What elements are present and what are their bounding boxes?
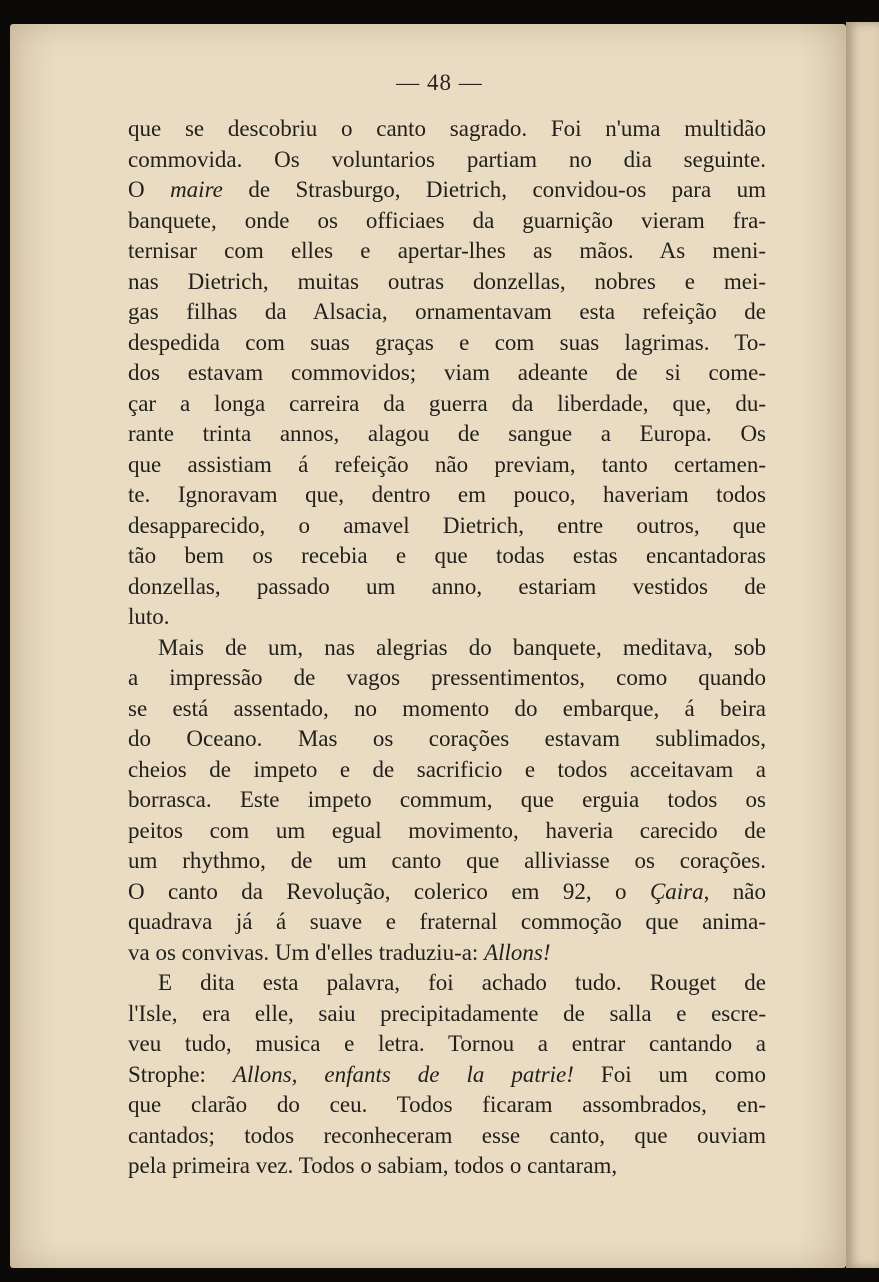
next-page-edge <box>846 22 879 1268</box>
text-line: çar a longa carreira da guerra da liberdade, que, du- <box>128 390 766 416</box>
text-line: que clarão do ceu. Todos ficaram assombrados, en- <box>128 1092 766 1117</box>
text-line: commovida. Os voluntarios partiam no dia seguinte. <box>128 146 766 172</box>
text-line: nas Dietrich, muitas outras donzellas, nobres e mei- <box>128 268 766 294</box>
text-line: banquete, onde os officiaes da guarnição vieram fra- <box>128 207 766 233</box>
text-line: pela primeira vez. Todos o sabiam, todos o cantaram, <box>128 1153 618 1178</box>
text-line: Mais de um, nas alegrias do banquete, meditava, sob <box>158 634 766 660</box>
text-line: despedida com suas graças e com suas lagrimas. To- <box>128 329 766 355</box>
text-line: Strophe: Allons, enfants de la patrie! Foi um como <box>128 1061 766 1087</box>
text-line: quadrava já á suave e fraternal commoção que anima- <box>128 909 766 934</box>
text-line: O canto da Revolução, colerico em 92, o Çaira, não <box>128 878 766 904</box>
italic-phrase: Allons, enfants de la patrie! <box>232 1061 574 1087</box>
text-line: va os convivas. Um d'elles traduziu-a: Allons! <box>128 939 551 965</box>
text-line: gas filhas da Alsacia, ornamentavam esta refeição de <box>128 299 766 324</box>
text-line: tão bem os recebia e que todas estas encantadoras <box>128 543 766 568</box>
text-line: cantados; todos reconheceram esse canto, que ouviam <box>128 1122 766 1148</box>
italic-phrase: maire <box>170 177 223 202</box>
text-line: um rhythmo, de um canto que alliviasse os corações. <box>128 848 766 873</box>
text-line: O maire de Strasburgo, Dietrich, convidou-os para um <box>128 177 766 202</box>
text-line: donzellas, passado um anno, estariam vestidos de <box>128 573 766 599</box>
text-line: ternisar com elles e apertar-lhes as mãos. As meni- <box>128 238 766 263</box>
text-line: l'Isle, era elle, saiu precipitadamente de salla e escre- <box>128 1000 766 1026</box>
text-line: te. Ignoravam que, dentro em pouco, haveriam todos <box>128 482 766 507</box>
text-line: cheios de impeto e de sacrificio e todos acceitavam a <box>128 756 766 782</box>
text-line: peitos com um egual movimento, haveria carecido de <box>128 817 766 843</box>
italic-phrase: Allons! <box>484 939 551 965</box>
text-line: se está assentado, no momento do embarque, á beira <box>128 695 766 721</box>
text-line: a impressão de vagos pressentimentos, como quando <box>128 665 766 690</box>
text-line: que se descobriu o canto sagrado. Foi n'uma multidão <box>128 116 766 141</box>
text-line: desapparecido, o amavel Dietrich, entre outros, que <box>128 512 766 538</box>
text-line: dos estavam commovidos; viam adeante de si come- <box>128 360 766 385</box>
text-line: que assistiam á refeição não previam, tanto certamen- <box>128 451 766 477</box>
text-line: E dita esta palavra, foi achado tudo. Rouget de <box>158 970 766 995</box>
text-line: veu tudo, musica e letra. Tornou a entrar cantando a <box>128 1031 766 1056</box>
body-text <box>128 114 766 1182</box>
text-line: luto. <box>128 604 170 629</box>
text-line: do Oceano. Mas os corações estavam sublimados, <box>128 726 766 751</box>
text-line: rante trinta annos, alagou de sangue a Europa. Os <box>128 421 766 446</box>
page-number: — 48 — <box>396 70 483 95</box>
text-line: borrasca. Este impeto commum, que erguia todos os <box>128 787 766 812</box>
italic-phrase: Çaira <box>649 878 704 904</box>
